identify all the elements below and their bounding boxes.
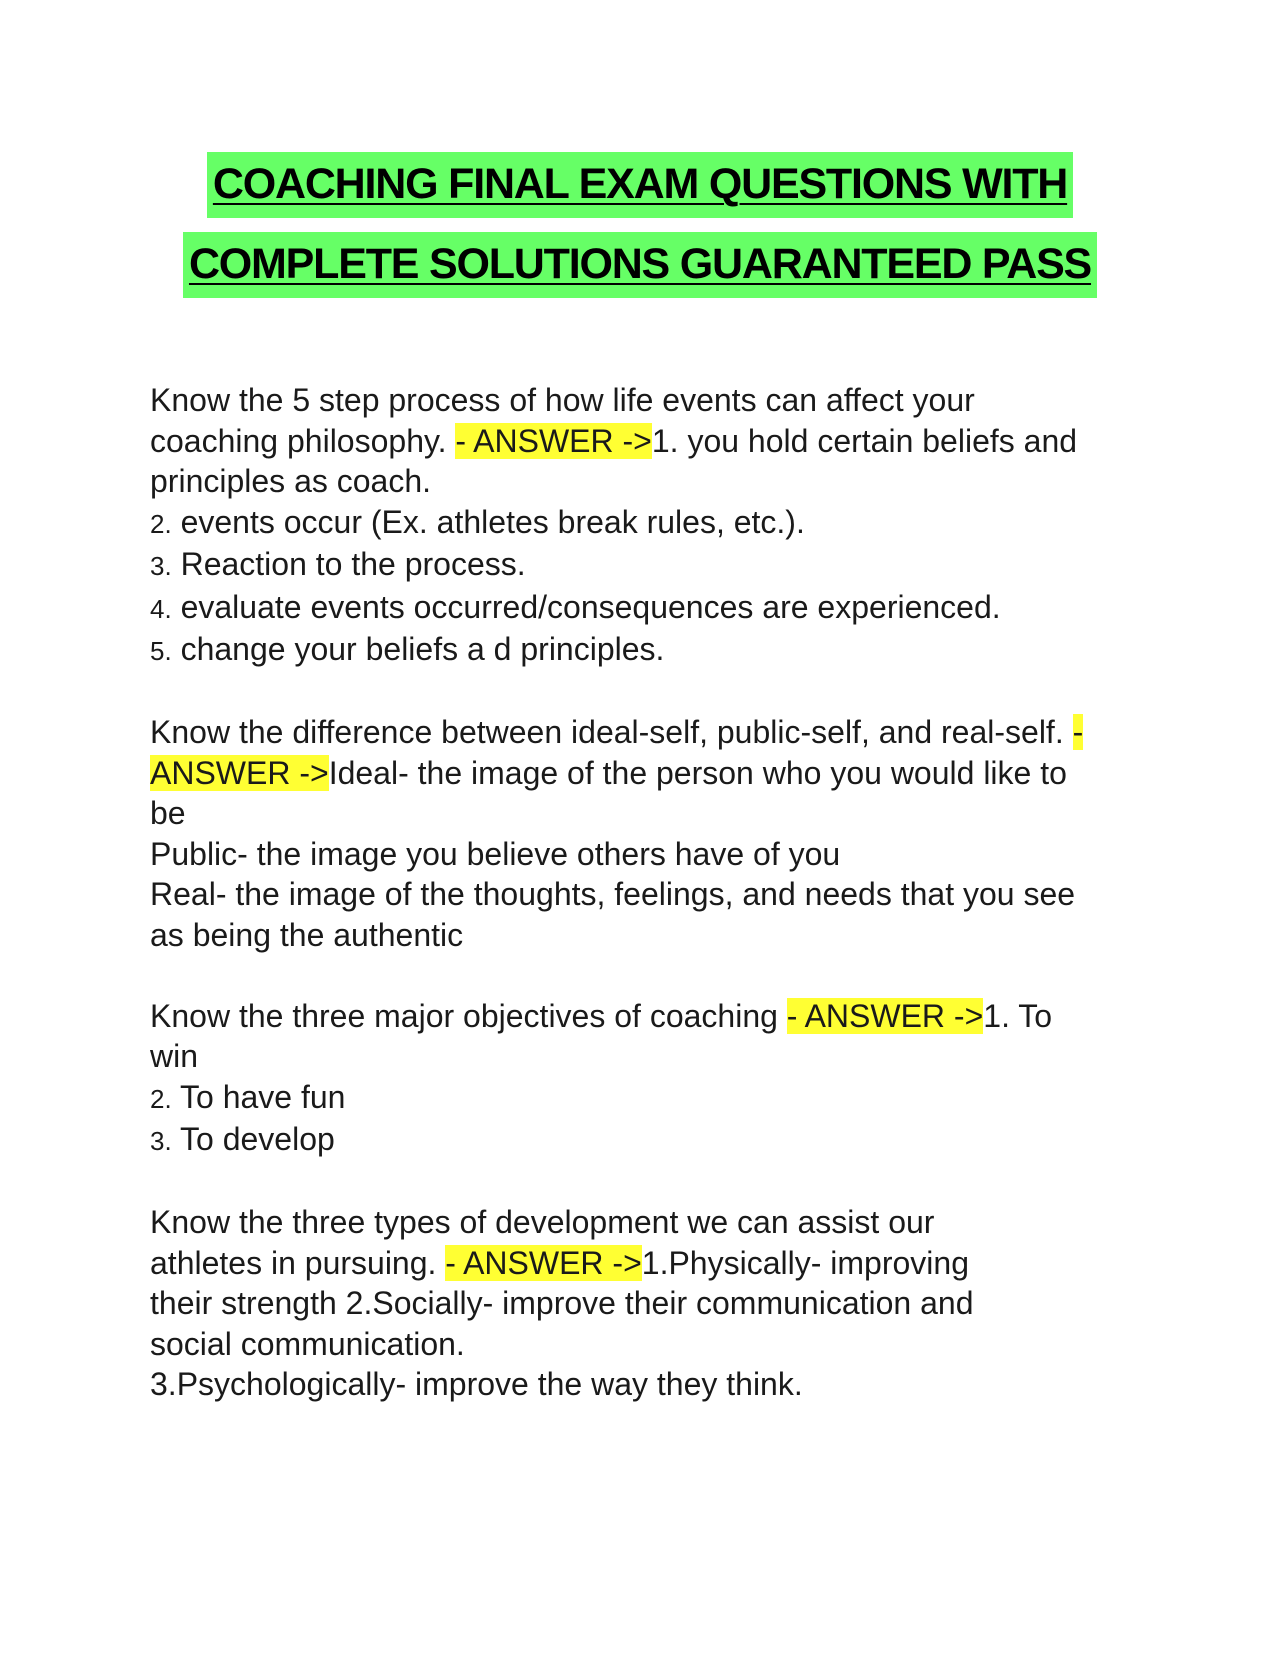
answer-text: Ideal- the image of the person who you would like to [328,754,1067,791]
question-text: Know the three types of development we can assist our [150,1204,935,1240]
question-text: athletes in pursuing. [150,1244,446,1281]
answer-text: 3.Psychologically- improve the way they think. [150,1366,803,1402]
answer-marker: ANSWER -> [150,754,329,791]
answer-text: be [150,795,186,831]
answer-text: 1.Physically- improving [641,1244,969,1281]
question-text: coaching philosophy. [150,422,456,459]
answer-text: their strength 2.Socially- improve their communication and [150,1285,974,1321]
qa-block-2 [150,712,1130,955]
answer-text: social communication. [150,1325,465,1362]
title-line-1: COACHING FINAL EXAM QUESTIONS WITH [207,152,1073,218]
answer-marker: - [1072,714,1084,750]
document-body [150,380,1130,1445]
list-item: 4. evaluate events occurred/consequences are experienced. [150,588,1001,625]
title-line-2: COMPLETE SOLUTIONS GUARANTEED PASS [183,232,1097,298]
document-title [0,152,1280,298]
list-item: 3. Reaction to the process. [150,546,526,582]
question-text: Know the three major objectives of coaching [150,997,787,1034]
list-item: 3. To develop [150,1121,335,1157]
answer-text: principles as coach. [150,463,432,499]
answer-text: as being the authentic [150,916,464,953]
answer-marker: - ANSWER -> [445,1244,642,1281]
list-item: 5. change your beliefs a d principles. [150,631,665,667]
answer-text: Public- the image you believe others have of you [150,835,841,872]
qa-block-4 [150,1202,1130,1405]
list-item: 2. events occur (Ex. athletes break rules, etc.). [150,503,805,540]
question-text: Know the 5 step process of how life events can affect your [150,382,975,418]
answer-text: 1. you hold certain beliefs and [651,422,1078,459]
question-text: Know the difference between ideal-self, public-self, and real-self. [150,714,1073,750]
list-item: 2. To have fun [150,1078,346,1115]
qa-block-1 [150,380,1130,672]
answer-text: win [150,1038,199,1074]
answer-text: Real- the image of the thoughts, feelings, and needs that you see [150,876,1076,912]
answer-marker: - ANSWER -> [455,422,652,459]
qa-block-3 [150,996,1130,1162]
answer-marker: - ANSWER -> [786,997,984,1034]
answer-text: 1. To [983,997,1053,1034]
